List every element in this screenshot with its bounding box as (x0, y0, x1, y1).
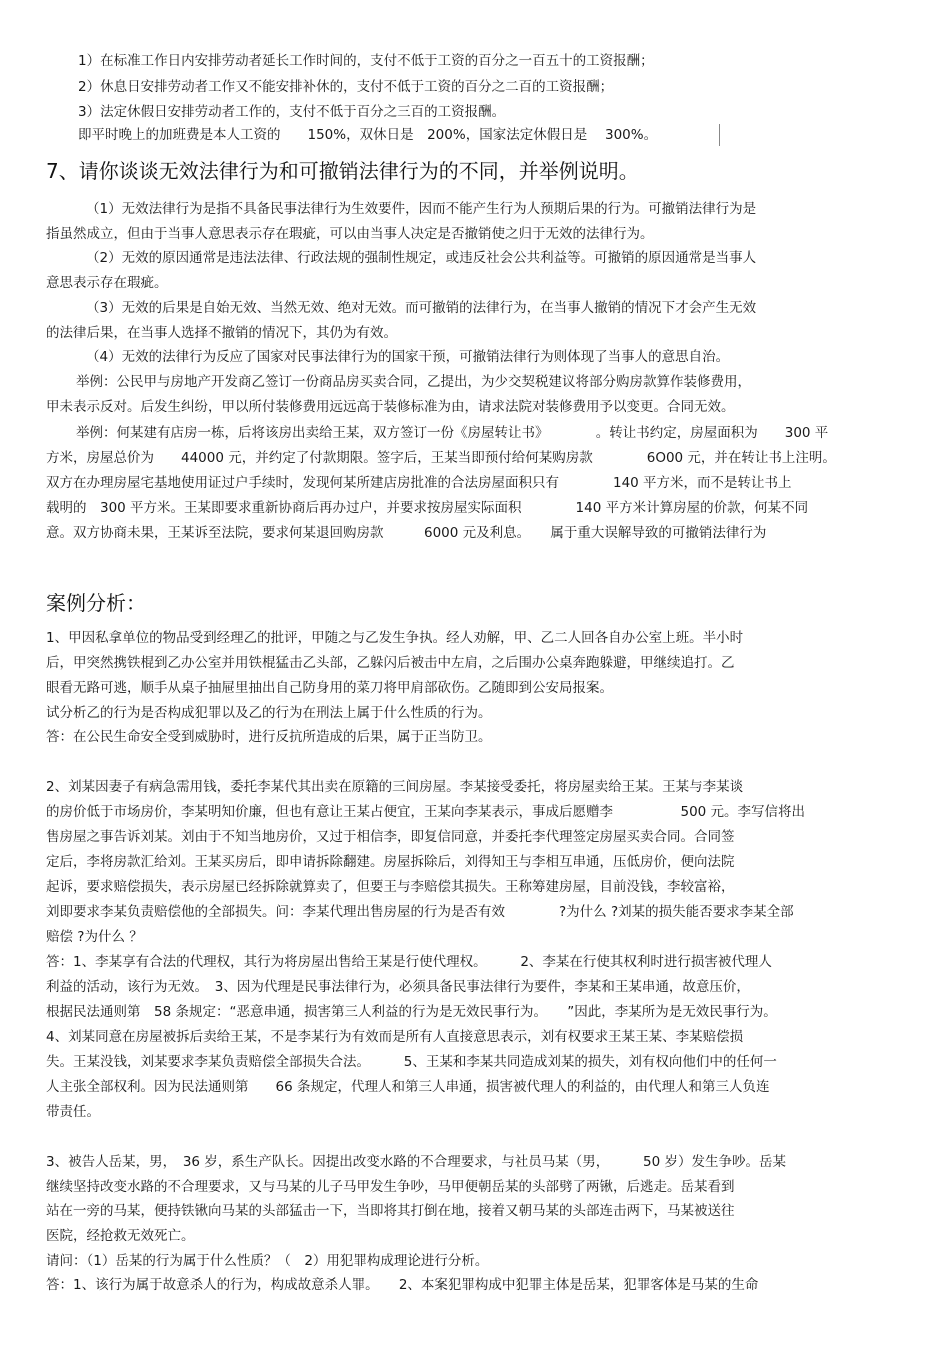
case1-line: 试分析乙的行为是否构成犯罪以及乙的行为在刑法上属于什么性质的行为。 (46, 705, 492, 721)
case3-line: 继续坚持改变水路的不合理要求，又与马某的儿子马甲发生争吵，马甲便朝岳某的头部劈了两锹，后逃走。岳某看到 (46, 1179, 735, 1195)
q7-example-line: 甲未表示反对。后发生纠纷，甲以所付装修费用远远高于装修标准为由，请求法院对装修费用予以变更。合同无效。 (46, 399, 735, 415)
q7-line: （4）无效的法律行为反应了国家对民事法律行为的国家干预，可撤销法律行为则体现了当事人的意思自治。 (86, 349, 730, 365)
case2-line: 刘即要求李某负责赔偿他的全部损失。问：李某代理出售房屋的行为是否有效 ?为什么 ?刘某的损失能否要求李某全部 (46, 904, 794, 920)
case1-answer: 答：在公民生命安全受到威胁时，进行反抗所造成的后果，属于正当防卫。 (46, 729, 492, 745)
case2-answer-line: 带责任。 (46, 1104, 100, 1120)
case2-answer-line: 4、刘某同意在房屋被拆后卖给王某，不是李某行为有效而是所有人直接意思表示，刘有权要求王某王某、李某赔偿损 (46, 1029, 744, 1045)
case2-line: 售房屋之事告诉刘某。刘由于不知当地房价，又过于相信李，即复信同意，并委托李代理签定房屋买卖合同。合同签 (46, 829, 735, 845)
case3-line: 站在一旁的马某，便持铁锹向马某的头部猛击一下，当即将其打倒在地，接着又朝马某的头部连击两下，马某被送往 (46, 1203, 735, 1219)
q7-line: 意思表示存在瑕疵。 (46, 275, 168, 291)
case2-answer-line: 人主张全部权利。因为民法通则第 66 条规定，代理人和第三人串通，损害被代理人的利益的，由代理人和第三人负连 (46, 1079, 770, 1095)
case2-line: 2、刘某因妻子有病急需用钱，委托李某代其出卖在原籍的三间房屋。李某接受委托，将房屋卖给王某。王某与李某谈 (46, 779, 744, 795)
q7-example-line: 载明的 300 平方米。王某即要求重新协商后再办过户，并要求按房屋实际面积 140 平方米计算房屋的价款，何某不同 (46, 500, 809, 516)
overtime-rule-2: 2）休息日安排劳动者工作又不能安排补休的，支付不低于工资的百分之二百的工资报酬； (78, 79, 614, 95)
q7-line: 指虽然成立，但由于当事人意思表示存在瑕疵，可以由当事人决定是否撤销使之归于无效的法律行为。 (46, 226, 654, 242)
q7-example-line: 双方在办理房屋宅基地使用证过户手续时，发现何某所建店房批准的合法房屋面积只有 140 平方米，而不是转让书上 (46, 475, 792, 491)
q7-line: （2）无效的原因通常是违法法律、行政法规的强制性规定，或违反社会公共利益等。可撤销的原因通常是当事人 (86, 250, 757, 266)
text-cursor (719, 124, 720, 146)
overtime-rule-3: 3）法定休假日安排劳动者工作的，支付不低于百分之三百的工资报酬。 (78, 104, 506, 120)
case2-line: 赔偿 ?为什么 ？ (46, 929, 143, 945)
case1-line: 后，甲突然携铁棍到乙办公室并用铁棍猛击乙头部，乙躲闪后被击中左肩，之后围办公桌奔跑躲避，甲继续追打。乙 (46, 655, 735, 671)
case2-line: 的房价低于市场房价，李某明知价廉，但也有意让王某占便宜，王某向李某表示，事成后愿赠李 500 元。李写信将出 (46, 804, 806, 820)
case-analysis-heading: 案例分析： (46, 591, 146, 615)
case3-line: 3、被告人岳某，男， 36 岁，系生产队长。因提出改变水路的不合理要求，与社员马某（男， 50 岁）发生争吵。岳某 (46, 1154, 787, 1170)
case2-line: 定后，李将房款汇给刘。王某买房后，即申请拆除翻建。房屋拆除后，刘得知王与李相互串通，压低房价，便向法院 (46, 854, 735, 870)
case2-answer-line: 答：1、李某享有合法的代理权，其行为将房屋出售给王某是行使代理权。 2、李某在行使其权利时进行损害被代理人 (46, 954, 772, 970)
q7-example-line: 意。双方协商未果，王某诉至法院，要求何某退回购房款 6000 元及利息。 属于重大误解导致的可撤销法律行为 (46, 525, 767, 541)
case2-answer-line: 利益的活动，该行为无效。 3、因为代理是民事法律行为，必须具备民事法律行为要件，李某和王某串通，故意压价， (46, 979, 750, 995)
case3-question: 请问：（1）岳某的行为属于什么性质？（ 2）用犯罪构成理论进行分析。 (46, 1253, 489, 1269)
question-7-heading: 7、请你谈谈无效法律行为和可撤销法律行为的不同，并举例说明。 (46, 159, 639, 183)
q7-example-line: 方米，房屋总价为 44000 元，并约定了付款期限。签字后，王某当即预付给何某购房款 6O00 元，并在转让书上注明。 (46, 450, 836, 466)
q7-line: （1）无效法律行为是指不具备民事法律行为生效要件，因而不能产生行为人预期后果的行为。可撤销法律行为是 (86, 201, 757, 217)
case3-answer: 答：1、该行为属于故意杀人的行为，构成故意杀人罪。 2、本案犯罪构成中犯罪主体是岳某，犯罪客体是马某的生命 (46, 1277, 759, 1293)
case1-line: 眼看无路可逃，顺手从桌子抽屉里抽出自己防身用的菜刀将甲肩部砍伤。乙随即到公安局报案。 (46, 680, 613, 696)
case1-line: 1、甲因私拿单位的物品受到经理乙的批评，甲随之与乙发生争执。经人劝解，甲、乙二人回各自办公室上班。半小时 (46, 630, 744, 646)
case2-answer-line: 根据民法通则第 58 条规定：“恶意串通，损害第三人利益的行为是无效民事行为。 ”因此，李某所为是无效民事行为。 (46, 1004, 777, 1020)
case2-line: 起诉，要求赔偿损失，表示房屋已经拆除就算卖了，但要王与李赔偿其损失。王称筹建房屋，目前没钱，李较富裕， (46, 879, 735, 895)
overtime-rule-1: 1）在标准工作日内安排劳动者延长工作时间的，支付不低于工资的百分之一百五十的工资报酬； (78, 53, 654, 69)
q7-line: 的法律后果，在当事人选择不撤销的情况下，其仍为有效。 (46, 325, 397, 341)
case3-line: 医院，经抢救无效死亡。 (46, 1228, 195, 1244)
q7-line: （3）无效的后果是自始无效、当然无效、绝对无效。而可撤销的法律行为，在当事人撤销的情况下才会产生无效 (86, 300, 757, 316)
case2-answer-line: 失。王某没钱，刘某要求李某负责赔偿全部损失合法。 5、王某和李某共同造成刘某的损失，刘有权向他们中的任何一 (46, 1054, 777, 1070)
overtime-summary: 即平时晚上的加班费是本人工资的 150%，双休日是 200%，国家法定休假日是 300%。 (78, 127, 658, 143)
q7-example-line: 举例：公民甲与房地产开发商乙签订一份商品房买卖合同，乙提出，为少交契税建议将部分购房款算作装修费用， (76, 374, 751, 390)
q7-example-line: 举例：何某建有店房一栋，后将该房出卖给王某，双方签订一份《房屋转让书》 。转让书约定，房屋面积为 300 平 (76, 425, 829, 441)
